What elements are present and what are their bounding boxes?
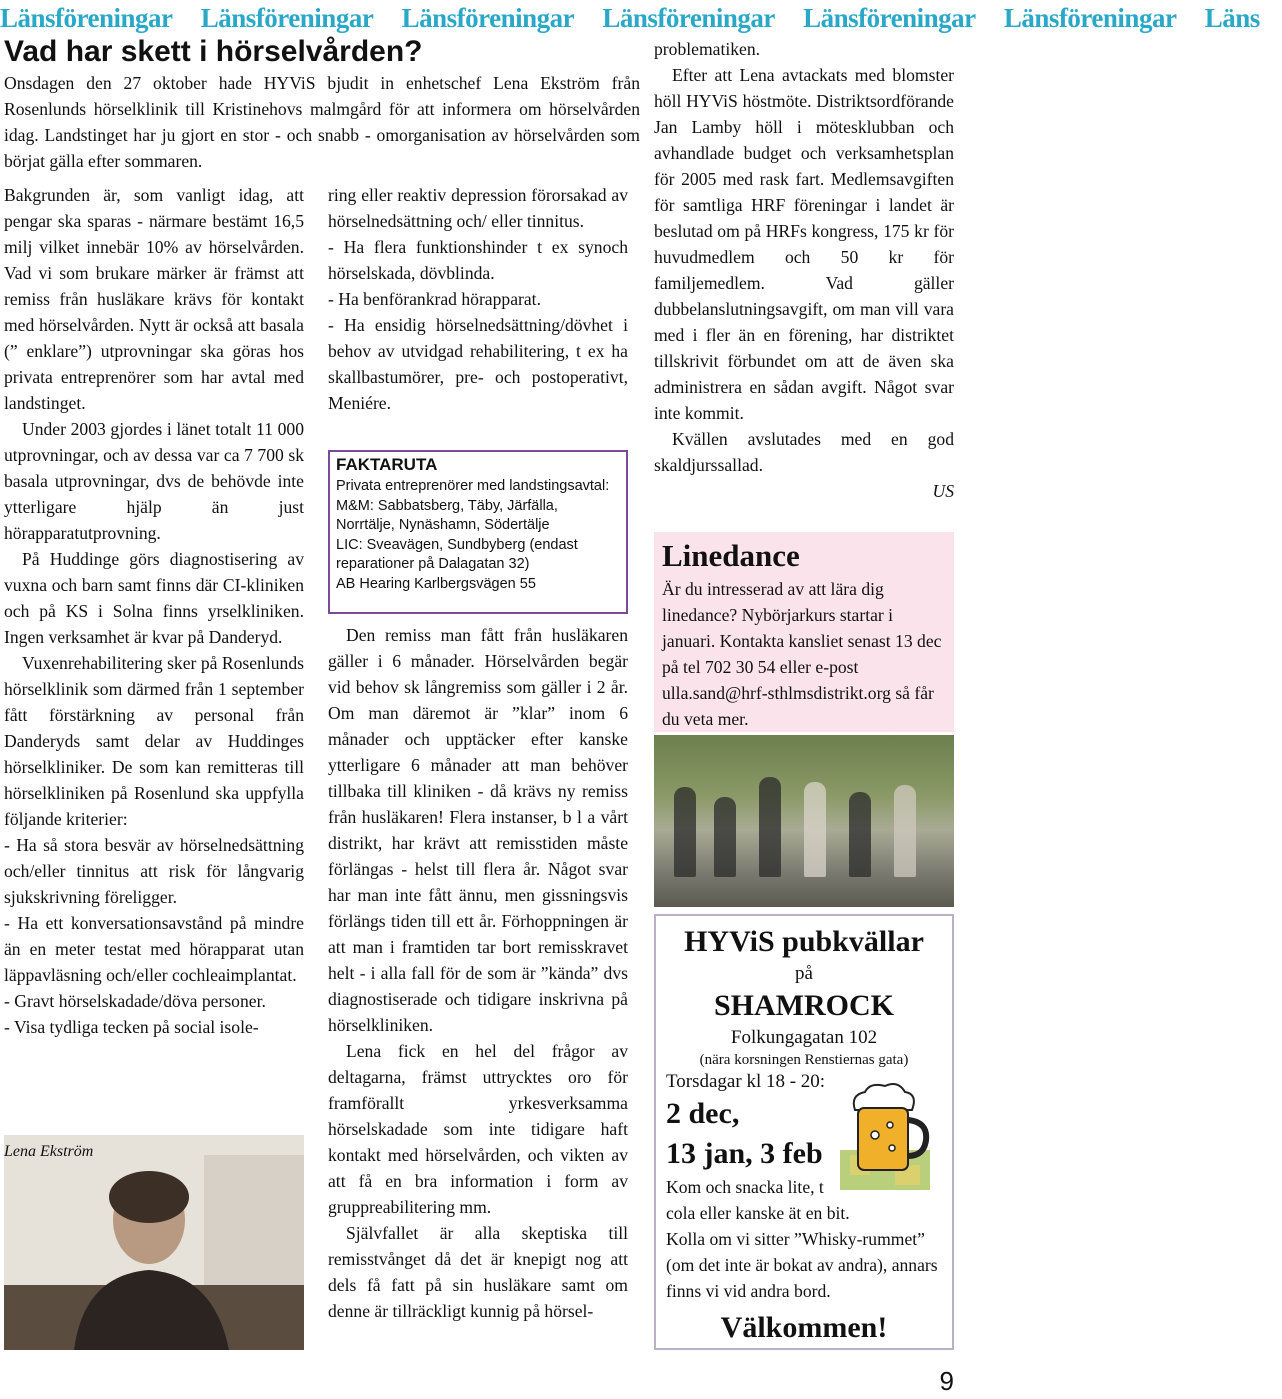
banner-item: Länsföreningar [0, 3, 173, 33]
banner-item: Läns [1204, 3, 1260, 33]
paragraph: problematiken. [654, 39, 761, 59]
pub-text-2: cola eller kanske ät en bit. [666, 1203, 850, 1223]
section-banner [0, 0, 1260, 36]
paragraph: - Gravt hörselskadade/döva personer. [4, 991, 266, 1011]
linedance-box [654, 532, 954, 732]
fact-box-line: AB Hearing Karlbergsvägen 55 [336, 575, 536, 592]
dancer-figure [674, 787, 696, 877]
pub-text-1: Kom och snacka lite, t [666, 1177, 824, 1197]
pub-date-2: 13 jan, 3 feb [666, 1137, 823, 1170]
paragraph: Den remiss man fått från husläkaren gäller i 6 månader. Hörselvården begär vid behov sk långremiss som gäller i 2 år. Om man däremot är ”klar” inom 6 månader och upptäcker efter kanske ytterligare 6 månader att man behöver tillbaka till kliniken - då krävs ny remiss från husläkaren! Flera instanser, b l a vårt distrikt, har krävt att remisstiden måste förlängas - helst till flera år. Något svar har man inte fått ännu, men gissningsvis förlängs tiden till ett år. Förhoppningen är att man i framtiden tar bort remisskravet helt - i alla fall för de som är ”kända” dvs diagnostiserade och tidigare inskrivna på hörselkliniken. [328, 625, 628, 1035]
fact-box-line: Privata entreprenörer med landstingsavtal: [336, 478, 610, 494]
paragraph: - Ha ett konversationsavstånd på mindre än en meter testat med hörapparat utan läppavläsning och/eller cochleaimplantat. [4, 913, 304, 985]
article-column-2-top [328, 182, 628, 416]
dancer-figure [849, 792, 871, 877]
paragraph: Efter att Lena avtackats med blomster höll HYViS höstmöte. Distriktsordförande Jan Lamby höll i mötesklubban och avhandlade budget och verksamhetsplan för 2005 med rask fart. Medlemsavgiften för samtliga HRF föreningar i landet är beslutad om på HRFs kongress, 175 kr för huvudmedlem och 50 kr för familjemedlem. Vad gäller dubbelanslutningsavgift, om man vill vara med i fler än en förening, har distriktet tillskrivit förbundet om att de även ska administrera en sådan avgift. Något svar inte kommit. [654, 65, 954, 423]
pub-title: HYViS pubkvällar [684, 925, 924, 958]
pub-venue: SHAMROCK [714, 989, 894, 1022]
paragraph: - Ha flera funktionshinder t ex synoch hörselskada, dövblinda. [328, 237, 628, 283]
dance-photo [654, 735, 954, 907]
linedance-title: Linedance [662, 538, 800, 573]
article-column-3 [654, 36, 954, 504]
dancer-figure [894, 785, 916, 877]
dancer-figure [714, 797, 736, 877]
pub-date-1: 2 dec, [666, 1097, 740, 1130]
pub-on: på [795, 963, 813, 984]
paragraph: - Ha så stora besvär av hörselnedsättning och/eller tinnitus att risk för långvarig sjukskrivning föreligger. [4, 835, 304, 907]
banner-item: Länsföreningar [1003, 3, 1177, 33]
fact-box [328, 450, 628, 614]
dancer-figure [804, 782, 826, 877]
linedance-text: Är du intresserad av att lära dig linedance? Nybörjarkurs startar i januari. Kontakta kansliet senast 13 dec på tel 702 30 54 eller e-post ulla.sand@hrf-sthlmsdistrikt.org så får du veta mer. [662, 579, 942, 729]
paragraph: ring eller reaktiv depression förorsakad av hörselnedsättning och/ eller tinnitus. [328, 185, 628, 231]
paragraph: Vuxenrehabilitering sker på Rosenlunds hörselklinik som därmed från 1 september fått förstärkning av personal från Danderyds samt delar av Huddinges hörselkliniker. De som kan remitteras till hörselkliniken på Rosenlund ska uppfylla följande kriterier: [4, 653, 304, 829]
banner-item: Länsföreningar [200, 3, 374, 33]
pub-address: Folkungagatan 102 [730, 1027, 878, 1048]
pub-text-3: Kolla om vi sitter ”Whisky-rummet” (om det inte är bokat av andra), annars finns vi vid andra bord. [666, 1229, 938, 1301]
paragraph: På Huddinge görs diagnostisering av vuxna och barn samt finns där CI-kliniken och på KS i Solna finns yrselkliniken. Ingen verksamhet är kvar på Danderyd. [4, 549, 304, 647]
paragraph: Bakgrunden är, som vanligt idag, att pengar ska sparas - närmare bestämt 16,5 milj vilket innebär 10% av hörselvården. Vad vi som brukare märker är främst att remiss från husläkare krävs för kontakt med hörselvården. Nytt är också att basala (” enklare”) utprovningar ska göras hos privata entreprenörer som har avtal med landstinget. [4, 185, 304, 413]
paragraph: - Ha benförankrad hörapparat. [328, 289, 541, 309]
portrait-photo [4, 1135, 304, 1350]
portrait-illustration [4, 1135, 304, 1350]
paragraph: Lena fick en hel del frågor av deltagarna, främst uttrycktes oro för framförallt yrkesverksamma hörselskadade som inte tidigare haft kontakt med hörselvården, och vikten av att få en bra information i form av gruppreabilitering mm. [328, 1041, 628, 1217]
article-column-1 [4, 182, 304, 1040]
banner-item: Länsföreningar [803, 3, 976, 33]
signature: US [932, 481, 954, 501]
page-number: 9 [939, 1366, 954, 1396]
paragraph: Självfallet är alla skeptiska till remisstvånget då det är knepigt nog att dels få fatt på sin husläkare samt om denne är tillräckligt kunnig på hörsel- [328, 1223, 628, 1321]
paragraph: - Ha ensidig hörselnedsättning/dövhet i behov av utvidgad rehabilitering, t ex ha skallbastumörer, pre- och postoperativt, Meniére. [328, 315, 628, 413]
article-headline: Vad har skett i hörselvården? [4, 35, 423, 68]
paragraph: - Visa tydliga tecken på social isole- [4, 1017, 259, 1037]
fact-box-title: FAKTARUTA [336, 455, 438, 474]
banner-item: Länsföreningar [401, 3, 575, 33]
fact-box-line: LIC: Sveavägen, Sundbyberg (endast reparationer på Dalagatan 32) [336, 536, 578, 572]
article-column-2-bottom [328, 622, 628, 1324]
paragraph: Kvällen avslutades med en god skaldjurssallad. [654, 429, 954, 475]
photo-caption: Lena Ekström [4, 1143, 94, 1160]
pub-near: (nära korsningen Renstiernas gata) [699, 1052, 909, 1068]
banner-item: Länsföreningar [602, 3, 775, 33]
dancer-figure [759, 777, 781, 877]
fact-box-line: M&M: Sabbatsberg, Täby, Järfälla, Norrtälje, Nynäshamn, Södertälje [336, 497, 558, 533]
pub-welcome: Välkommen! [720, 1311, 888, 1344]
article-intro: Onsdagen den 27 oktober hade HYViS bjudit in enhetschef Lena Ekström från Rosenlunds hörselklinik till Kristinehovs malmgård för att informera om hörselvården idag. Landstinget har ju gjort en stor - och snabb - omorganisation av hörselvården som börjat gälla efter sommaren. [4, 73, 640, 171]
paragraph: Under 2003 gjordes i länet totalt 11 000 utprovningar, och av dessa var ca 7 700 sk basala utprovningar, dvs de behövde inte ytterligare hjälp än just hörapparatutprovning. [4, 419, 304, 543]
pub-time: Torsdagar kl 18 - 20: [666, 1071, 826, 1092]
beer-mug-icon [840, 1080, 930, 1190]
